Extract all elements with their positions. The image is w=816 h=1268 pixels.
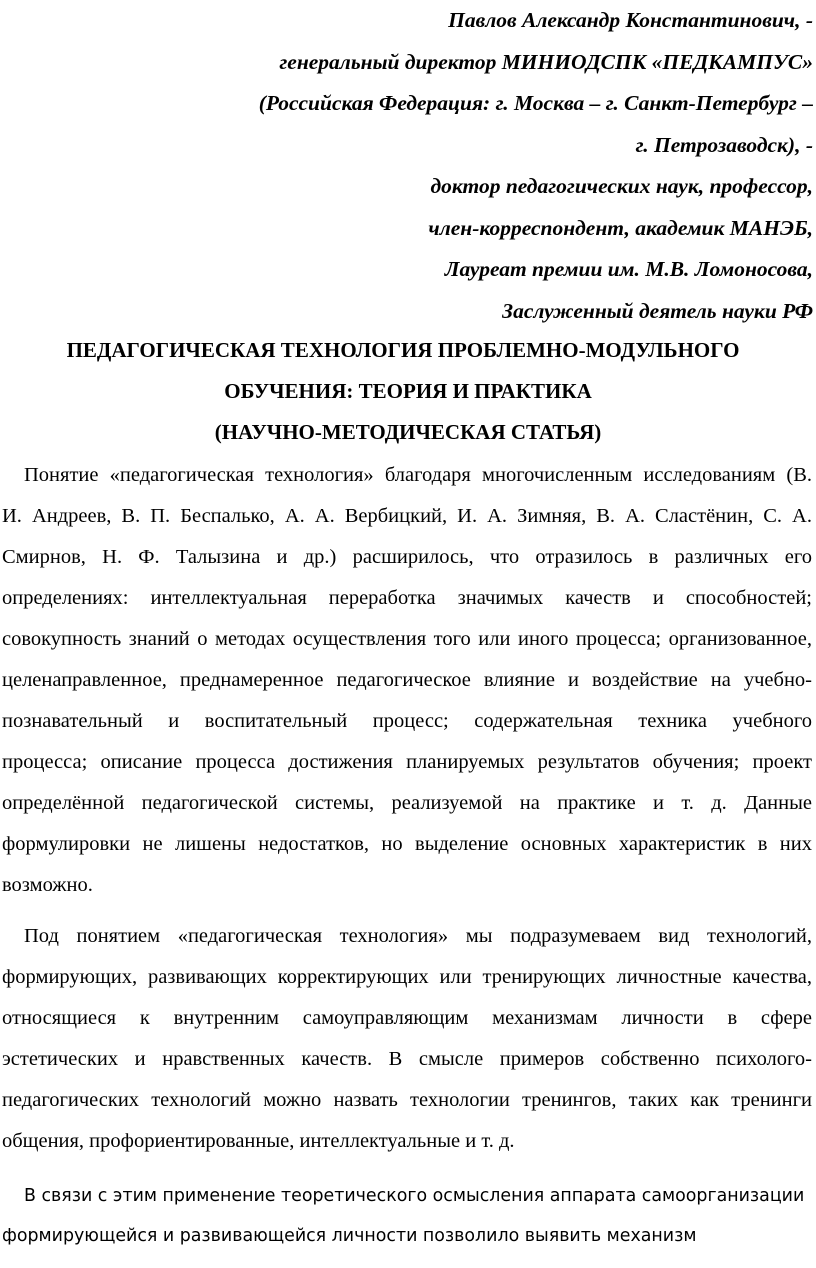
text-line: совокупность знаний о методах осуществления того или иного процесса; организованное,	[2, 628, 812, 650]
paragraph-1	[2, 455, 812, 906]
text-line: формирующейся и развивающейся личности позволило выявить механизм	[2, 1226, 697, 1246]
author-membership: член-корреспондент, академик МАНЭБ,	[428, 215, 813, 240]
paragraph-3	[2, 1176, 812, 1256]
text-line: общения, профориентированные, интеллектуальные и т. д.	[2, 1130, 515, 1152]
text-line: педагогических технологий можно назвать технологии тренингов, таких как тренинги	[2, 1089, 812, 1111]
text-line: В связи с этим применение теоретического осмысления аппарата самоорганизации	[24, 1186, 805, 1206]
text-line: эстетических и нравственных качеств. В смысле примеров собственно психолого-	[2, 1048, 812, 1070]
text-line: Под понятием «педагогическая технология» мы подразумеваем вид технологий,	[24, 925, 812, 947]
author-info	[120, 0, 813, 332]
text-line: целенаправленное, преднамеренное педагогическое влияние и воздействие на учебно-	[2, 669, 812, 691]
text-line: определённой педагогической системы, реализуемой на практике и т. д. Данные	[2, 792, 812, 814]
author-location-cont: г. Петрозаводск), -	[635, 132, 813, 157]
paragraph-2	[2, 916, 812, 1162]
title-line: ОБУЧЕНИЯ: ТЕОРИЯ И ПРАКТИКА	[224, 379, 592, 403]
author-award: Лауреат премии им. М.В. Ломоносова,	[444, 257, 813, 281]
text-line: формулировки не лишены недостатков, но выделение основных характеристик в них	[2, 833, 812, 855]
text-line: познавательный и воспитательный процесс; содержательная техника учебного	[2, 710, 812, 732]
text-line: процесса; описание процесса достижения планируемых результатов обучения; проект	[2, 751, 812, 773]
title-line: ПЕДАГОГИЧЕСКАЯ ТЕХНОЛОГИЯ ПРОБЛЕМНО-МОДУЛЬНОГО	[66, 338, 740, 362]
author-degree: доктор педагогических наук, профессор,	[430, 174, 813, 198]
text-line: формирующих, развивающих корректирующих или тренирующих личностные качества,	[2, 966, 812, 988]
text-line: относящиеся к внутренним самоуправляющим механизмам личности в сфере	[2, 1007, 812, 1029]
title-subtitle: (НАУЧНО-МЕТОДИЧЕСКАЯ СТАТЬЯ)	[214, 420, 602, 444]
article-title	[0, 330, 816, 453]
article-body	[2, 455, 812, 1162]
text-line: Смирнов, Н. Ф. Талызина и др.) расширилось, что отразилось в различных его	[2, 546, 812, 568]
text-line: определениях: интеллектуальная переработка значимых качеств и способностей;	[2, 587, 812, 609]
text-line: Понятие «педагогическая технология» благодаря многочисленным исследованиям (В.	[24, 464, 812, 486]
author-location: (Российская Федерация: г. Москва – г. Санкт-Петербург –	[258, 91, 813, 115]
text-line: И. Андреев, В. П. Беспалько, А. А. Вербицкий, И. А. Зимняя, В. А. Сластёнин, С. А.	[2, 505, 812, 527]
author-position: генеральный директор МИНИОДСПК «ПЕДКАМПУС»	[279, 49, 813, 74]
author-honor: Заслуженный деятель науки РФ	[502, 298, 813, 323]
author-name: Павлов Александр Константинович, -	[448, 8, 813, 32]
text-line: возможно.	[2, 874, 93, 896]
